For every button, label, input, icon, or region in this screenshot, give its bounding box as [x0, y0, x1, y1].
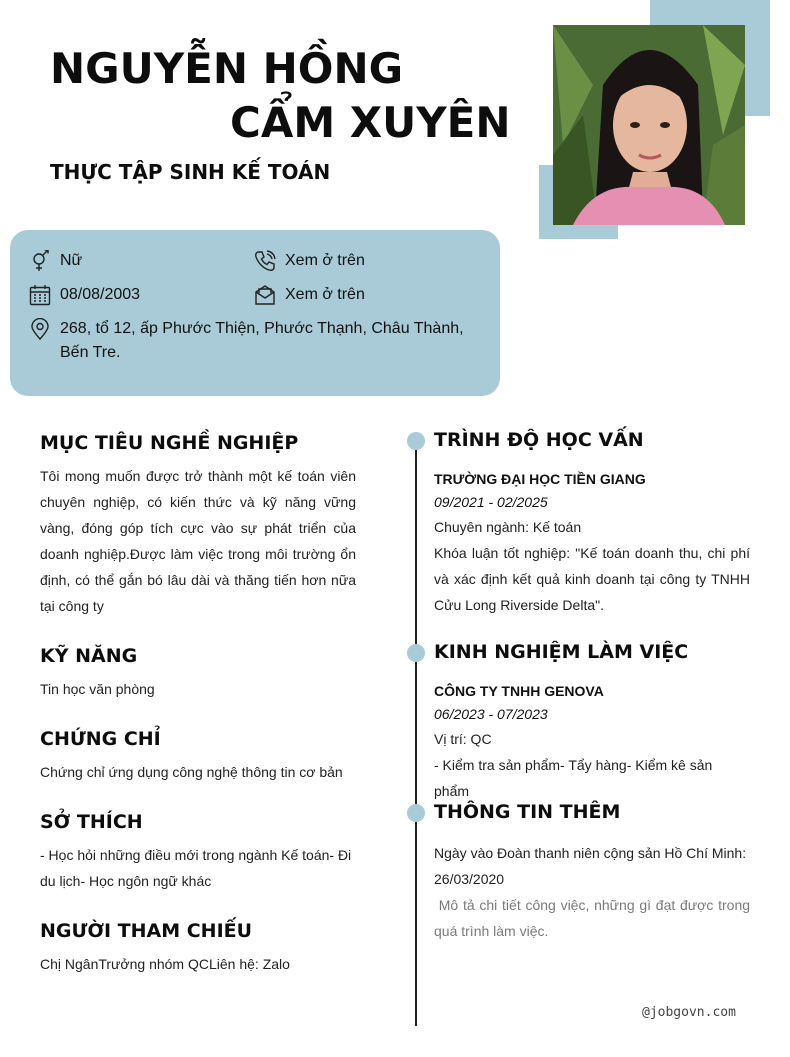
email-value: Xem ở trên [285, 286, 365, 303]
phone-icon [254, 250, 276, 272]
address-value: 268, tổ 12, ấp Phước Thiện, Phước Thạnh, Châu Thành, Bến Tre. [60, 320, 464, 361]
personal-info-card [10, 230, 500, 396]
phone-value: Xem ở trên [285, 252, 365, 269]
gender-value: Nữ [60, 252, 83, 269]
experience-period: 06/2023 - 07/2023 [434, 706, 548, 722]
job-title: THỰC TẬP SINH KẾ TOÁN [50, 160, 331, 184]
timeline-dot-experience [407, 644, 425, 662]
additional-placeholder: Mô tả chi tiết công việc, những gì đạt được trong quá trình làm việc. [434, 897, 754, 939]
location-icon [29, 318, 51, 340]
references-title: NGƯỜI THAM CHIẾU [40, 920, 253, 942]
additional-title: THÔNG TIN THÊM [434, 801, 621, 823]
education-period: 09/2021 - 02/2025 [434, 494, 548, 510]
hobbies-title: SỞ THÍCH [40, 811, 143, 833]
address-row [29, 317, 489, 365]
education-school: TRƯỜNG ĐẠI HỌC TIỀN GIANG [434, 471, 646, 487]
objective-text: Tôi mong muốn được trở thành một kế toán viên chuyên nghiệp, có kiến thức và kỹ năng vững vàng, đóng góp tích cực vào sự phát triển của doanh nghiệp.Được làm việc trong môi trường ổn định, có thể gắn bó lâu dài và thăng tiến hơn nữa tại công ty [40, 468, 356, 614]
certificates-text: Chứng chỉ ứng dụng công nghệ thông tin cơ bản [40, 764, 343, 780]
profile-photo [553, 25, 745, 225]
gender-icon [29, 250, 51, 272]
timeline-line [415, 440, 417, 1026]
full-name-line-2: CẨM XUYÊN [230, 98, 511, 147]
skills-text: Tin học văn phòng [40, 681, 155, 697]
watermark: @jobgovn.com [642, 1005, 736, 1020]
additional-text: Ngày vào Đoàn thanh niên cộng sản Hồ Chí Minh: 26/03/2020 [434, 845, 747, 887]
timeline-dot-additional [407, 804, 425, 822]
objective-title: MỤC TIÊU NGHỀ NGHIỆP [40, 432, 299, 454]
full-name-line-1: NGUYỄN HỒNG [50, 44, 404, 93]
timeline-dot-education [407, 432, 425, 450]
education-thesis: Khóa luận tốt nghiệp: "Kế toán doanh thu, chi phí và xác định kết quả kinh doanh tại công ty TNHH Cửu Long Riverside Delta". [434, 545, 750, 613]
birthdate-row [29, 283, 140, 307]
experience-title: KINH NGHIỆM LÀM VIỆC [434, 641, 689, 663]
skills-title: KỸ NĂNG [40, 645, 138, 667]
birthdate-value: 08/08/2003 [60, 286, 141, 303]
certificates-title: CHỨNG CHỈ [40, 728, 161, 750]
email-row [254, 283, 365, 307]
calendar-icon [29, 284, 51, 306]
experience-company: CÔNG TY TNHH GENOVA [434, 683, 604, 699]
education-major: Chuyên ngành: Kế toán [434, 519, 582, 535]
gender-row [29, 249, 82, 273]
email-icon [254, 284, 276, 306]
references-text: Chị NgânTrưởng nhóm QCLiên hệ: Zalo [40, 956, 290, 972]
hobbies-text: - Học hỏi những điều mới trong ngành Kế toán- Đi du lịch- Học ngôn ngữ khác [40, 847, 352, 889]
education-title: TRÌNH ĐỘ HỌC VẤN [434, 429, 644, 451]
phone-row [254, 249, 365, 273]
experience-duties: - Kiểm tra sản phẩm- Tẩy hàng- Kiểm kê sản phẩm [434, 757, 713, 799]
experience-position: Vị trí: QC [434, 731, 492, 747]
